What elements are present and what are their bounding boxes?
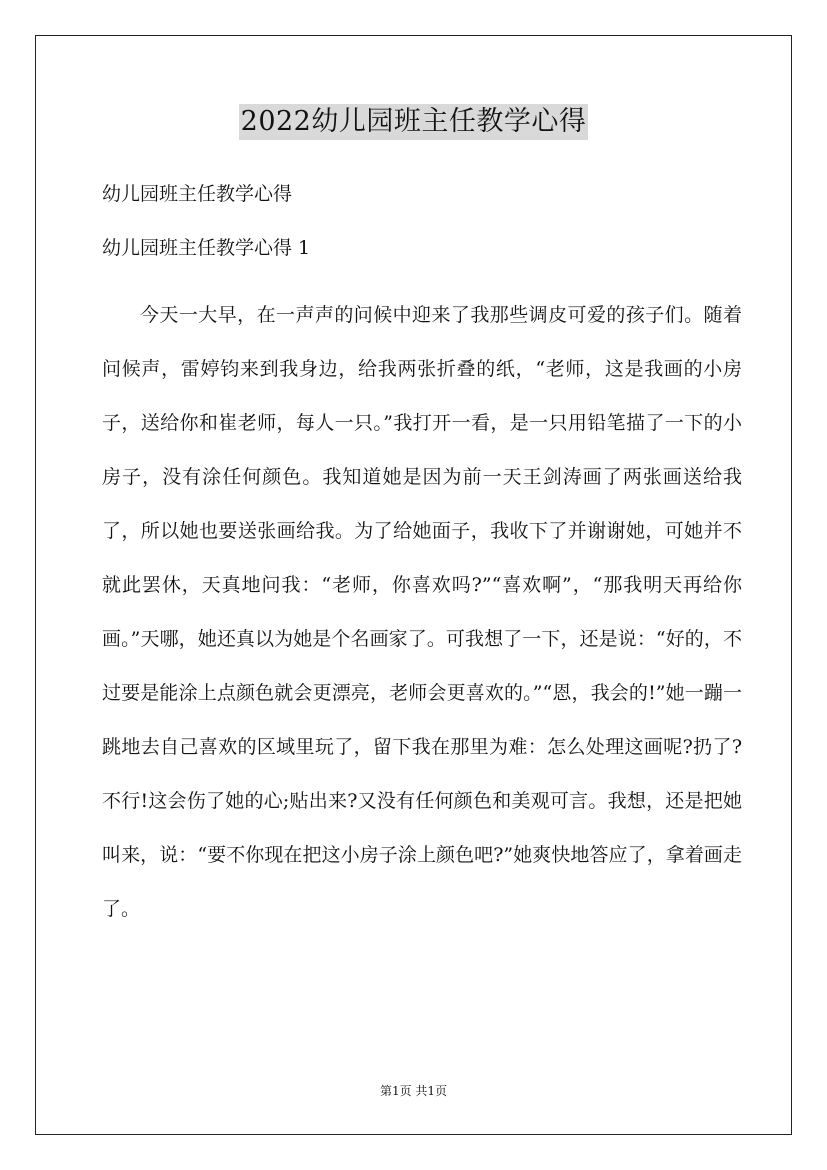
document-subtitle: 幼儿园班主任教学心得 [102,183,293,205]
document-title-container [0,104,827,140]
section-heading: 幼儿园班主任教学心得 1 [102,237,311,259]
body-paragraph: 今天一大早，在一声声的问候中迎来了我那些调皮可爱的孩子们。随着问候声，雷婷钧来到我身边，给我两张折叠的纸，“老师，这是我画的小房子，送给你和崔老师，每人一只。”我打开一看，是一只用铅笔描了一下的小房子，没有涂任何颜色。我知道她是因为前一天王剑涛画了两张画送给我了，所以她也要送张画给我。为了给她面子，我收下了并谢谢她，可她并不就此罢休，天真地问我：“老师，你喜欢吗?”“喜欢啊”，“那我明天再给你画。”天哪，她还真以为她是个名画家了。可我想了一下，还是说：“好的，不过要是能涂上点颜色就会更漂亮，老师会更喜欢的。”“恩，我会的!”她一蹦一跳地去自己喜欢的区域里玩了，留下我在那里为难：怎么处理这画呢?扔了?不行!这会伤了她的心;贴出来?又没有任何颜色和美观可言。我想，还是把她叫来，说：“要不你现在把这小房子涂上颜色吧?”她爽快地答应了，拿着画走了。 [102,304,742,920]
document-title: 2022幼儿园班主任教学心得 [239,104,589,140]
page-footer: 第1页 共1页 [379,1084,448,1098]
